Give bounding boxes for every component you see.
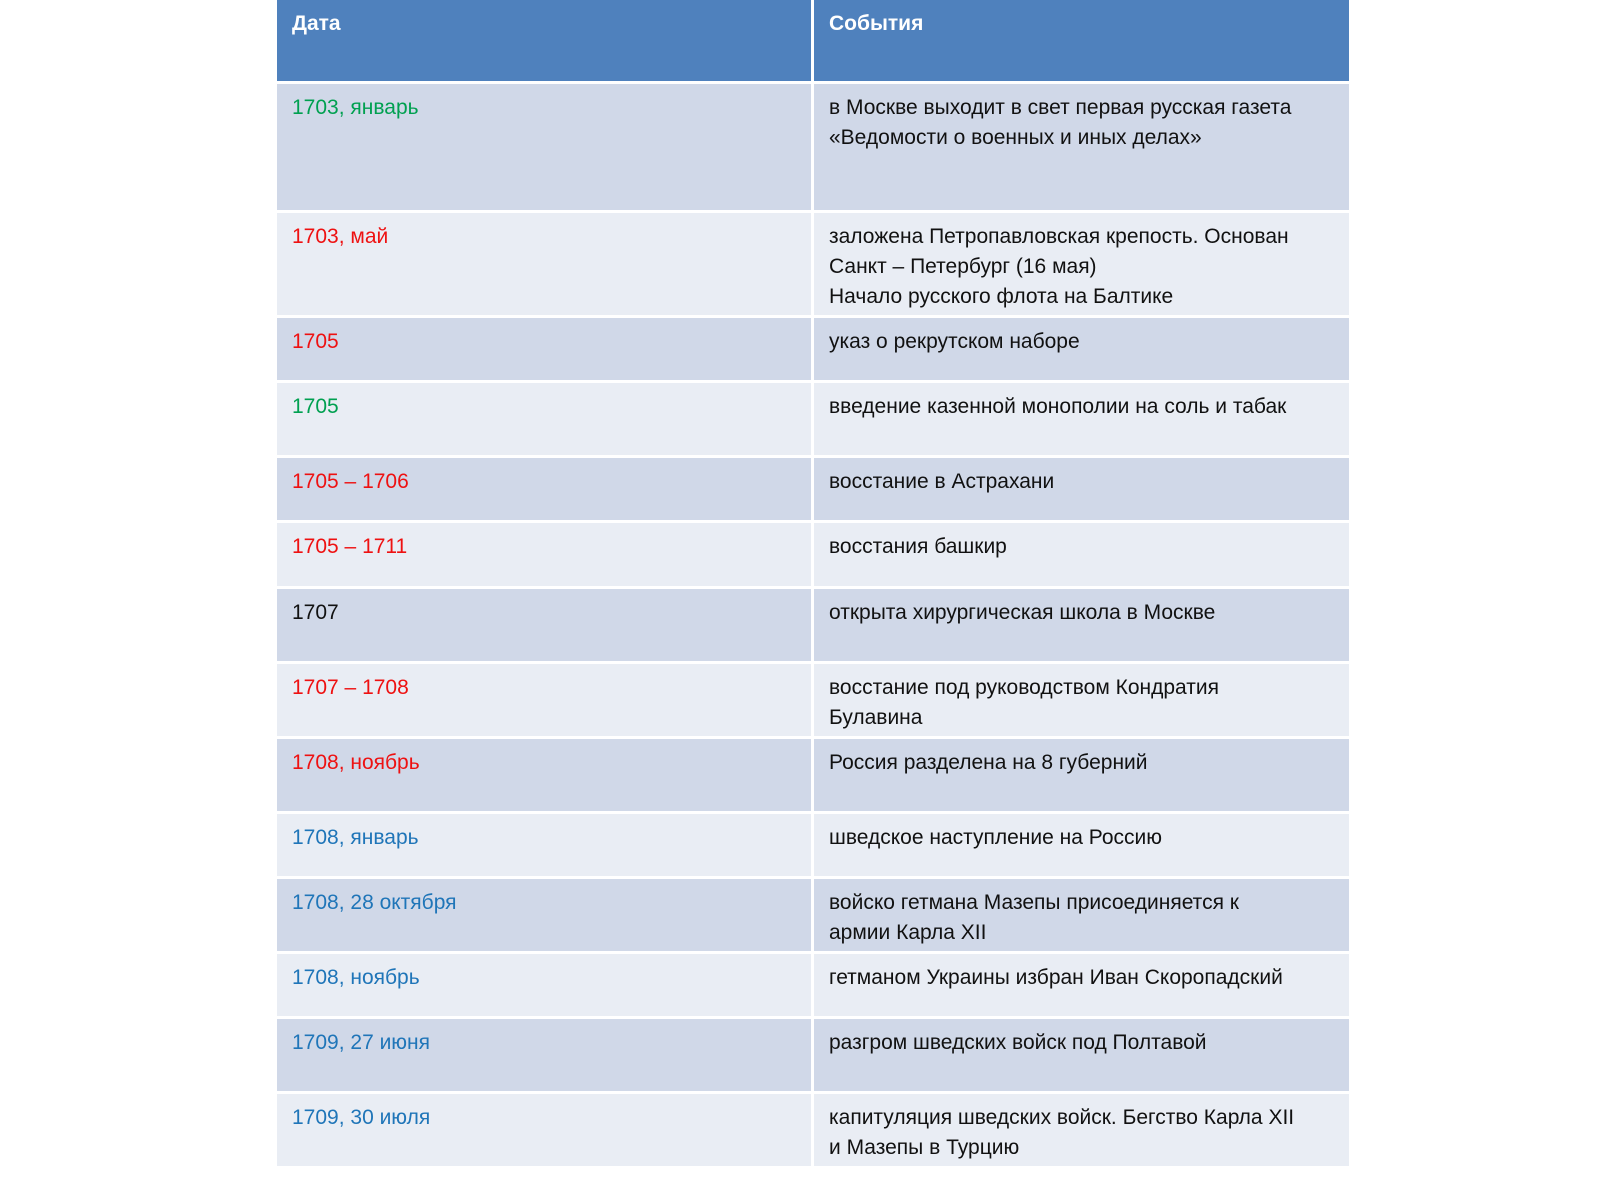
row-event xyxy=(814,523,1349,586)
event-line: Булавина xyxy=(829,706,923,729)
event-line: «Ведомости о военных и иных делах» xyxy=(829,126,1202,149)
event-line: войско гетмана Мазепы присоединяется к xyxy=(829,891,1239,914)
event-line: указ о рекрутском наборе xyxy=(829,330,1080,353)
row-date: 1707 – 1708 xyxy=(277,664,814,736)
event-line: введение казенной монополии на соль и табак xyxy=(829,395,1287,418)
event-line: шведское наступление на Россию xyxy=(829,826,1162,849)
row-event xyxy=(814,84,1349,210)
table-row xyxy=(277,318,1349,383)
event-line: Начало русского флота на Балтике xyxy=(829,285,1174,308)
event-line: Санкт – Петербург (16 мая) xyxy=(829,255,1097,278)
row-date: 1707 xyxy=(277,589,814,661)
table-row xyxy=(277,739,1349,814)
row-event xyxy=(814,879,1349,951)
row-event xyxy=(814,458,1349,520)
event-line: капитуляция шведских войск. Бегство Карла XII xyxy=(829,1106,1295,1129)
row-date: 1709, 27 июня xyxy=(277,1019,814,1091)
row-event xyxy=(814,739,1349,811)
header-events: События xyxy=(814,0,1349,81)
row-event xyxy=(814,954,1349,1016)
row-date: 1705 – 1706 xyxy=(277,458,814,520)
table-row xyxy=(277,523,1349,589)
table-row xyxy=(277,814,1349,879)
table-row xyxy=(277,664,1349,739)
row-event xyxy=(814,213,1349,315)
table-row xyxy=(277,383,1349,458)
events-table xyxy=(277,0,1349,1169)
row-event xyxy=(814,1019,1349,1091)
row-event xyxy=(814,1094,1349,1166)
row-date: 1703, январь xyxy=(277,84,814,210)
event-line: восстания башкир xyxy=(829,535,1007,558)
table-row xyxy=(277,458,1349,523)
table-row xyxy=(277,213,1349,318)
table-row xyxy=(277,879,1349,954)
row-event xyxy=(814,814,1349,876)
table-row xyxy=(277,1094,1349,1169)
table-header xyxy=(277,0,1349,84)
event-line: в Москве выходит в свет первая русская газета xyxy=(829,96,1292,119)
event-line: гетманом Украины избран Иван Скоропадский xyxy=(829,966,1283,989)
row-event xyxy=(814,318,1349,380)
event-line: и Мазепы в Турцию xyxy=(829,1136,1020,1159)
row-date: 1705 xyxy=(277,383,814,455)
row-date: 1703, май xyxy=(277,213,814,315)
row-event xyxy=(814,383,1349,455)
row-date: 1705 – 1711 xyxy=(277,523,814,586)
table-row xyxy=(277,84,1349,213)
event-line: восстание под руководством Кондратия xyxy=(829,676,1219,699)
table-row xyxy=(277,589,1349,664)
event-line: заложена Петропавловская крепость. Основан xyxy=(829,225,1289,248)
row-date: 1705 xyxy=(277,318,814,380)
event-line: восстание в Астрахани xyxy=(829,470,1055,493)
row-date: 1708, ноябрь xyxy=(277,739,814,811)
event-line: Россия разделена на 8 губерний xyxy=(829,751,1148,774)
row-event xyxy=(814,664,1349,736)
event-line: открыта хирургическая школа в Москве xyxy=(829,601,1216,624)
row-date: 1708, январь xyxy=(277,814,814,876)
event-line: армии Карла XII xyxy=(829,921,987,944)
row-date: 1709, 30 июля xyxy=(277,1094,814,1166)
header-date: Дата xyxy=(277,0,814,81)
row-date: 1708, ноябрь xyxy=(277,954,814,1016)
table-row xyxy=(277,954,1349,1019)
row-date: 1708, 28 октября xyxy=(277,879,814,951)
table-row xyxy=(277,1019,1349,1094)
row-event xyxy=(814,589,1349,661)
event-line: разгром шведских войск под Полтавой xyxy=(829,1031,1207,1054)
